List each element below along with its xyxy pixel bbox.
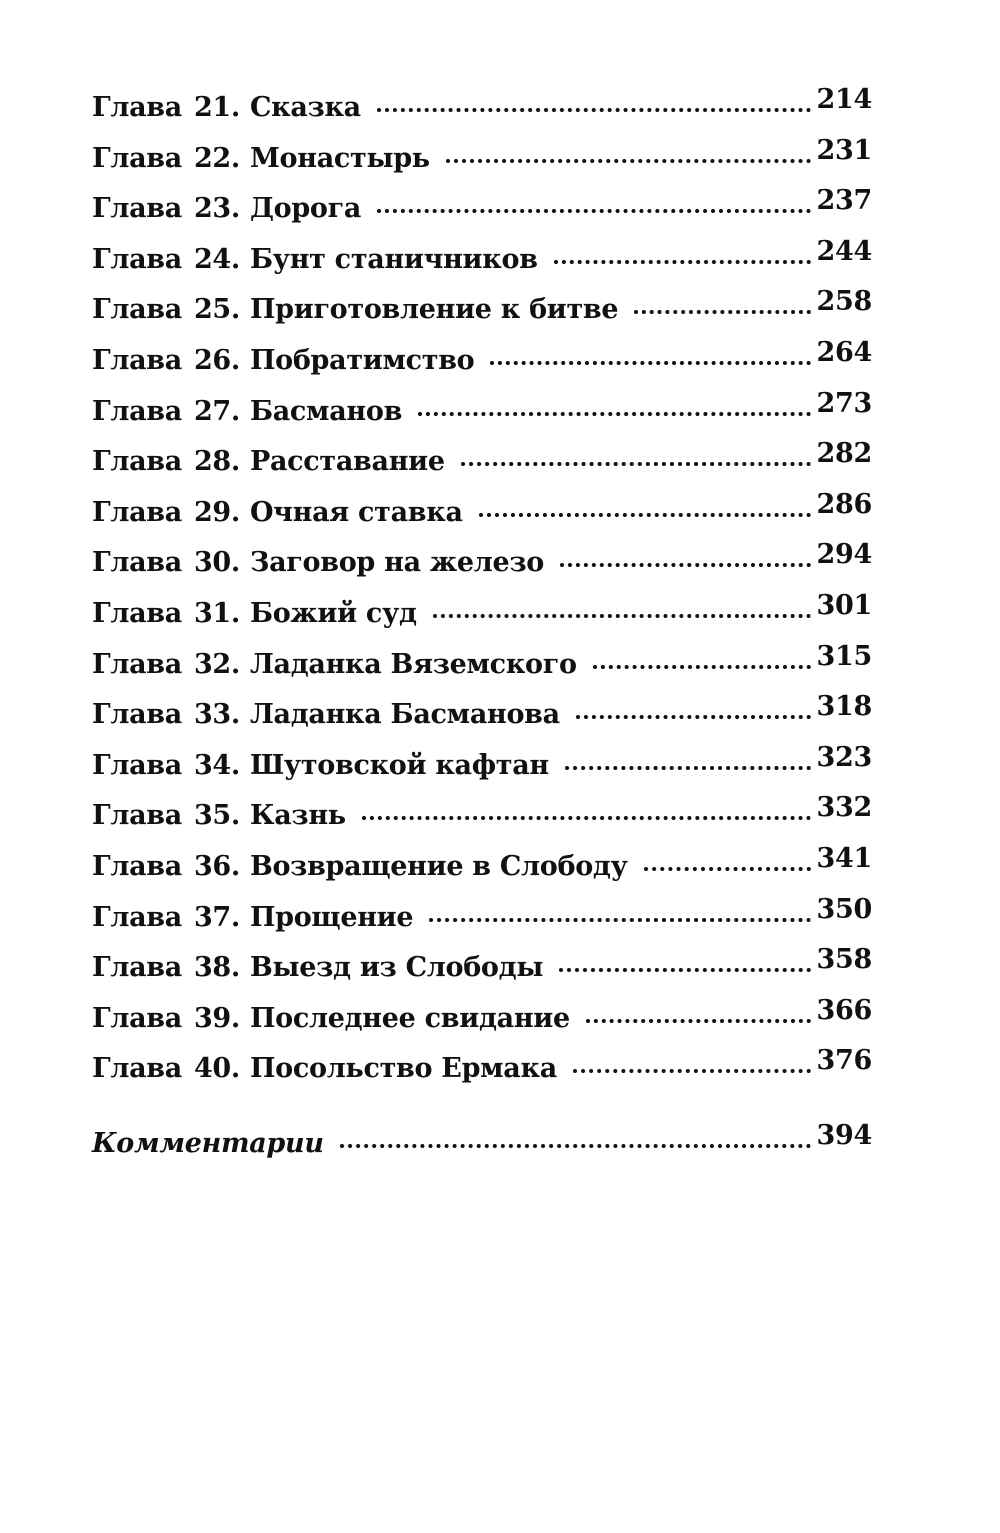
toc-entry[interactable]	[92, 134, 872, 194]
chapter-label: Глава	[92, 294, 182, 326]
chapter-number: 22.	[193, 142, 241, 174]
chapter-number: 24.	[193, 243, 241, 275]
dot-leader	[377, 209, 810, 213]
chapter-title: Прощение	[249, 901, 414, 933]
toc-entry[interactable]	[92, 438, 872, 497]
dot-leader	[634, 310, 810, 314]
toc-entry[interactable]	[92, 1045, 872, 1104]
entry-page-number: 332	[816, 792, 872, 824]
dot-leader	[644, 867, 811, 871]
chapter-title: Дорога	[249, 193, 362, 225]
entry-page-number: 341	[816, 842, 872, 874]
entry-page-number: 366	[816, 994, 872, 1026]
dot-leader	[565, 766, 811, 770]
entry-page-number: 376	[816, 1045, 872, 1077]
chapter-number: 27.	[193, 395, 241, 427]
chapter-number: 32.	[193, 648, 241, 680]
chapter-label: Глава	[92, 648, 182, 680]
entry-page-number: 244	[816, 235, 872, 267]
chapter-label: Глава	[92, 901, 182, 933]
chapter-title: Басманов	[249, 395, 403, 427]
chapter-number: 36.	[193, 850, 241, 882]
chapter-title: Казнь	[249, 800, 346, 832]
toc-entry[interactable]	[92, 944, 872, 1003]
entry-title: Комментарии	[92, 1127, 324, 1159]
chapter-label: Глава	[92, 243, 182, 275]
chapter-list	[92, 84, 872, 1104]
entry-page-number: 282	[816, 438, 872, 470]
chapter-title: Ладанка Басманова	[249, 699, 560, 731]
entry-page-number: 394	[816, 1119, 872, 1151]
chapter-label: Глава	[92, 547, 182, 579]
chapter-title: Ладанка Вяземского	[249, 648, 577, 680]
chapter-title: Бунт станичников	[249, 243, 538, 275]
entry-page-number: 237	[816, 185, 872, 217]
entry-page-number: 318	[816, 691, 872, 723]
entry-page-number: 350	[816, 893, 872, 925]
dot-leader	[433, 614, 811, 618]
entry-page-number: 264	[816, 336, 872, 368]
chapter-number: 23.	[193, 193, 241, 225]
chapter-number: 28.	[193, 446, 241, 478]
dot-leader	[576, 715, 811, 719]
toc-entry[interactable]	[92, 589, 872, 649]
toc-entry[interactable]	[92, 842, 872, 902]
chapter-label: Глава	[92, 1053, 182, 1085]
dot-leader	[446, 159, 811, 163]
chapter-label: Глава	[92, 344, 182, 376]
chapter-number: 30.	[193, 547, 241, 579]
chapter-title: Божий суд	[249, 597, 417, 629]
chapter-number: 37.	[193, 901, 241, 933]
dot-leader	[461, 462, 811, 466]
dot-leader	[418, 412, 811, 416]
dot-leader	[560, 563, 811, 567]
chapter-number: 25.	[193, 294, 241, 326]
toc-entry[interactable]	[92, 640, 872, 700]
dot-leader	[593, 665, 811, 669]
chapter-number: 26.	[193, 344, 241, 376]
toc-entry[interactable]	[92, 741, 872, 801]
chapter-number: 33.	[193, 699, 241, 731]
dot-leader	[429, 918, 810, 922]
chapter-title: Возвращение в Слободу	[249, 850, 628, 882]
chapter-label: Глава	[92, 395, 182, 427]
toc-entry[interactable]	[92, 235, 872, 295]
toc-entry[interactable]	[92, 539, 872, 598]
chapter-label: Глава	[92, 496, 182, 528]
entry-page-number: 358	[816, 944, 872, 976]
dot-leader	[479, 513, 811, 517]
chapter-title: Монастырь	[249, 142, 430, 174]
dot-leader	[586, 1019, 811, 1023]
chapter-number: 38.	[193, 952, 241, 984]
toc-entry[interactable]	[92, 84, 872, 143]
toc-entry[interactable]	[92, 336, 872, 396]
chapter-number: 35.	[193, 800, 241, 832]
toc-entry-comments[interactable]	[92, 1119, 872, 1179]
chapter-title: Приготовление к битве	[249, 294, 619, 326]
chapter-label: Глава	[92, 142, 182, 174]
dot-leader	[340, 1144, 811, 1148]
chapter-title: Заговор на железо	[249, 547, 544, 579]
chapter-label: Глава	[92, 699, 182, 731]
chapter-label: Глава	[92, 597, 182, 629]
table-of-contents	[92, 84, 872, 1178]
chapter-title: Шутовской кафтан	[249, 749, 549, 781]
chapter-label: Глава	[92, 850, 182, 882]
entry-page-number: 315	[816, 640, 872, 672]
toc-entry[interactable]	[92, 994, 872, 1054]
chapter-number: 40.	[193, 1053, 241, 1085]
dot-leader	[559, 968, 810, 972]
toc-entry[interactable]	[92, 387, 872, 447]
chapter-label: Глава	[92, 1002, 182, 1034]
chapter-number: 29.	[193, 496, 241, 528]
dot-leader	[554, 260, 811, 264]
toc-entry[interactable]	[92, 488, 872, 548]
entry-page-number: 286	[816, 488, 872, 520]
entry-page-number: 323	[816, 741, 872, 773]
dot-leader	[377, 108, 811, 112]
dot-leader	[490, 361, 810, 365]
chapter-label: Глава	[92, 92, 182, 123]
chapter-label: Глава	[92, 193, 182, 225]
chapter-number: 39.	[193, 1002, 241, 1034]
chapter-title: Посольство Ермака	[249, 1053, 557, 1085]
toc-entry[interactable]	[92, 893, 872, 953]
entry-page-number: 294	[816, 539, 872, 571]
toc-entry[interactable]	[92, 691, 872, 750]
toc-entry[interactable]	[92, 792, 872, 851]
chapter-title: Очная ставка	[249, 496, 463, 528]
dot-leader	[573, 1069, 811, 1073]
entry-page-number: 273	[816, 387, 872, 419]
chapter-number: 21.	[193, 92, 241, 123]
dot-leader	[362, 816, 811, 820]
entry-page-number: 258	[816, 286, 872, 318]
chapter-number: 34.	[193, 749, 241, 781]
chapter-title: Последнее свидание	[249, 1002, 570, 1034]
entry-page-number: 231	[816, 134, 872, 166]
chapter-label: Глава	[92, 446, 182, 478]
toc-entry[interactable]	[92, 185, 872, 244]
chapter-label: Глава	[92, 952, 182, 984]
chapter-label: Глава	[92, 749, 182, 781]
entry-page-number: 301	[816, 589, 872, 621]
chapter-label: Глава	[92, 800, 182, 832]
entry-page-number: 214	[816, 84, 872, 115]
chapter-title: Выезд из Слободы	[249, 952, 544, 984]
chapter-title: Расставание	[249, 446, 445, 478]
chapter-number: 31.	[193, 597, 241, 629]
chapter-title: Побратимство	[249, 344, 475, 376]
chapter-title: Сказка	[249, 92, 361, 123]
toc-entry[interactable]	[92, 286, 872, 345]
